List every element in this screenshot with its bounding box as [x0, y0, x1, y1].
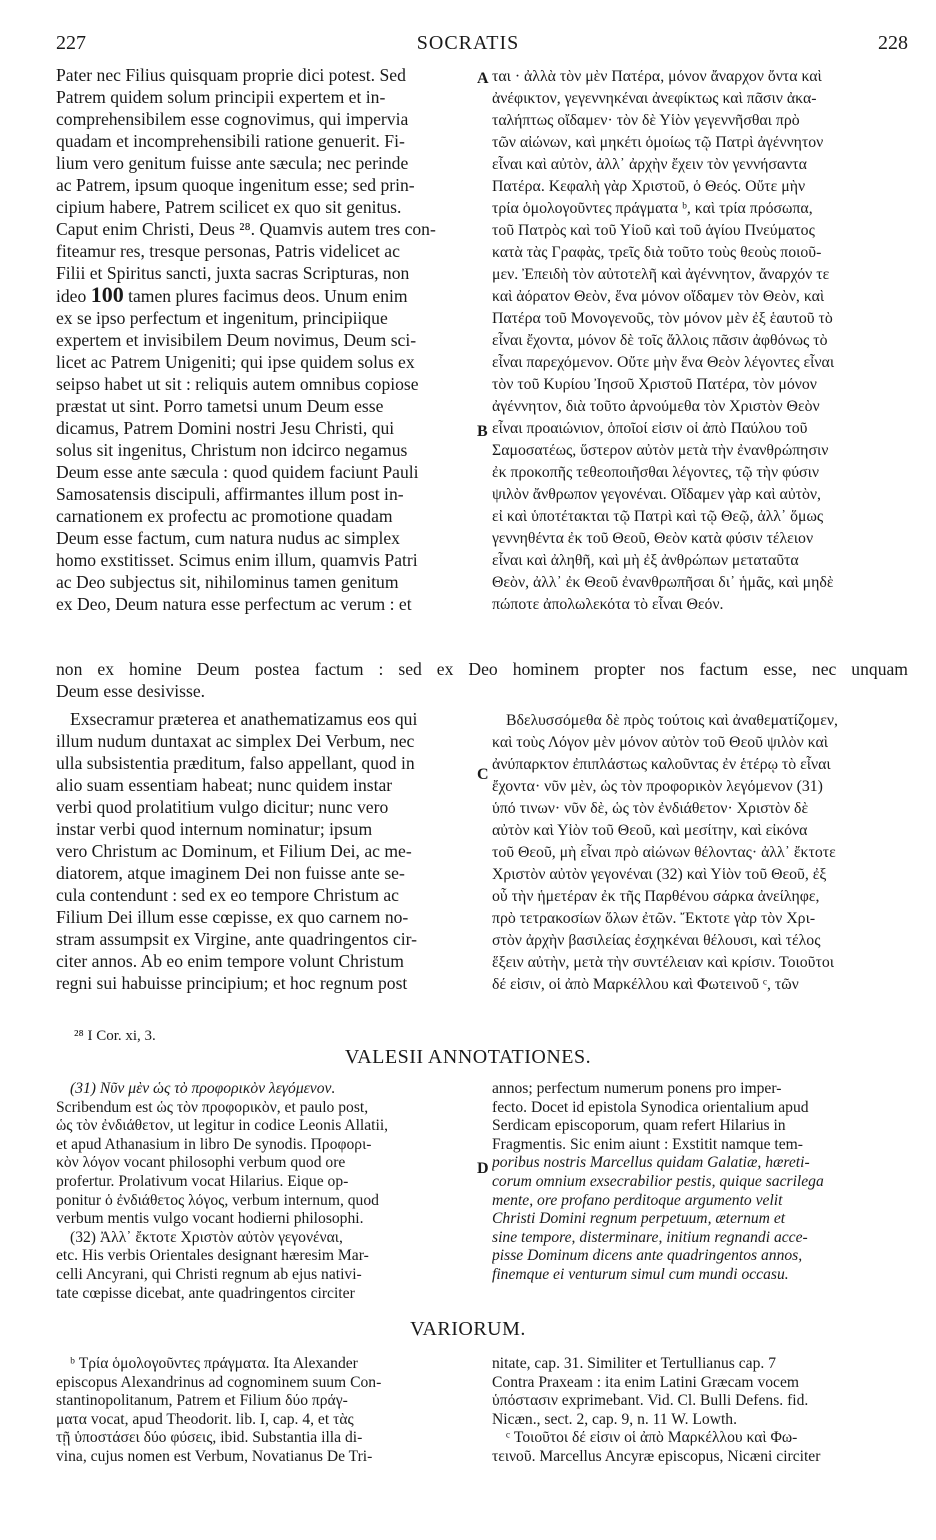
note-line: stantinopolitanum, Patrem et Filium δύο πράγ- [56, 1392, 348, 1410]
text-line: instar verbi quod internum nominatur; ipsum [56, 819, 373, 839]
note-line: et apud Athanasium in libro De synodis. Προφορι- [56, 1135, 372, 1153]
text-line: ulla subsistentia præditum, falso appellant, quod in [56, 753, 415, 773]
note-line: profertur. Prolativum vocat Hilarius. Eique op- [56, 1172, 349, 1190]
text-line: ἐκ προκοπῆς τεθεοποιῆσθαι λέγοντες, τῷ τὴν φύσιν [492, 464, 819, 481]
text-line: stram assumpsit ex Virgine, ante quadringentos cir- [56, 929, 417, 949]
note-line: Serdicam episcoporum, quam refert Hilarius in [492, 1117, 786, 1135]
text-line: ται · ἀλλὰ τὸν μὲν Πατέρα, μόνον ἄναρχον ὄντα καὶ [492, 68, 822, 85]
text-line: δέ εἰσιν, οἱ ἀπὸ Μαρκέλλου καὶ Φωτεινοῦ ᶜ, τῶν [492, 976, 799, 993]
latin-column-second [56, 708, 470, 994]
text-line [56, 284, 470, 307]
valesii-left-column [56, 1080, 468, 1303]
text-line: comprehensibilem esse cognovimus, qui impervia [56, 109, 409, 129]
margin-letter-c: C [477, 766, 489, 783]
text-line: τοῦ Πατρὸς καὶ τοῦ Υἱοῦ καὶ τοῦ ἁγίου Πνεύματος [492, 222, 815, 239]
note-line: mente, ore profano perditoque argumento velit [492, 1191, 783, 1209]
text-line: τὸν τοῦ Κυρίου Ἰησοῦ Χριστοῦ Πατέρα, τὸν μόνον [492, 376, 817, 393]
note-line: ὑπόστασιν exprimebant. Vid. Cl. Bulli Defens. fid. [492, 1392, 809, 1410]
note-line: ματα vocat, apud Theodorit. lib. I, cap. 4, et τὰς [56, 1410, 354, 1428]
text-line: αὐτὸν καὶ Υἱὸν τοῦ Θεοῦ, καὶ μεσίτην, καὶ εἰκόνα [492, 822, 808, 839]
text-line: εἶναι προαιώνιον, ὁποῖοί εἰσιν οἱ ἀπὸ Παύλου τοῦ [492, 420, 808, 437]
note-line: κὸν λόγον vocant philosophi verbum quod ore [56, 1154, 346, 1172]
note-line: ponitur ὁ ἐνδιάθετος λόγος, verbum internum, quod [56, 1191, 379, 1209]
text-line: ac Patrem, ipsum quoque ingenitum esse; sed prin- [56, 175, 415, 195]
greek-column-second [492, 710, 908, 996]
text-line: dicamus, Patrem Domini nostri Jesu Christi, qui [56, 418, 395, 438]
section-title-variorum: VARIORUM. [410, 1318, 526, 1340]
text-line: alio suam essentiam habeat; nunc quidem instar [56, 775, 393, 795]
text-line: illum nudum duntaxat ac simplex Dei Verbum, nec [56, 731, 415, 751]
text-line: Deum esse factum, cum natura nudus ac simplex [56, 528, 400, 548]
text-line: εἶναι καὶ ἀληθῆ, καὶ μὴ ἐξ ἀνθρώπων μεταταῦτα [492, 552, 799, 569]
text-line: ἀνύπαρκτον ἐπιπλάστως καλοῦντας ἐν ἑτέρῳ τὸ εἶναι [492, 756, 831, 773]
text-line: στὸν ἀρχὴν βασιλείας ἐσχηκέναι θέλουσι, καὶ τέλος [492, 932, 821, 949]
text-line: expertem et invisibilem Deum novimus, Deum sci- [56, 330, 417, 350]
text-line: Filium Dei illum esse cœpisse, ex quo carnem no- [56, 907, 409, 927]
text-line: Caput enim Christi, Deus ²⁸. Quamvis autem tres con- [56, 219, 436, 239]
text-line: μεν. Ἐπειδὴ τὸν αὐτοτελῆ καὶ ἀγέννητον, ἄναρχόν τε [492, 266, 830, 283]
text-line: fiteamur res, tresque personas, Patris videlicet ac [56, 241, 400, 261]
column-number: 100 [90, 284, 124, 307]
note-line: annos; perfectum numerum ponens pro imper- [492, 1080, 782, 1097]
text-line: ταλήπτως οἴδαμεν· τὸν δὲ Υἱὸν γεγεννῆσθαι πρὸ [492, 112, 800, 129]
text-line: καὶ τοὺς Λόγον μὲν μόνον αὐτὸν τοῦ Θεοῦ ψιλὸν καὶ [492, 734, 829, 751]
note-line: (32) Ἀλλ᾽ ἔκτοτε Χριστὸν αὐτὸν γεγονέναι, [70, 1228, 343, 1246]
note-line: episcopus Alexandrinus ad cognominem suum Con- [56, 1373, 382, 1391]
text-line: diatorem, atque imaginem Dei non fuisse ante se- [56, 863, 405, 883]
note-line: sine tempore, disterminare, initium regnandi acce- [492, 1228, 808, 1246]
text-line: licet ac Patrem Unigeniti; qui ipse quidem solus ex [56, 352, 415, 372]
note-line: tate cœpisse dicebat, ante quadringentos circiter [56, 1284, 355, 1302]
valesii-right-column [492, 1080, 908, 1285]
text-line: τοῦ Θεοῦ, μὴ εἶναι πρὸ αἰώνων θέλοντας· ἀλλ᾽ ἔκτοτε [492, 844, 836, 861]
text-fragment: ideo [56, 286, 87, 306]
text-line: Deum esse ante sæcula : quod quidem faciunt Pauli [56, 462, 419, 482]
text-line: εἶναι ἔχοντα, μόνον δὲ τοῖς ἄλλοις πᾶσιν ἀφθόνως τὸ [492, 332, 828, 349]
margin-letter-d: D [477, 1160, 489, 1177]
note-line: vina, cujus nomen est Verbum, Novatianus De Tri- [56, 1447, 373, 1465]
section-title-valesii: VALESII ANNOTATIONES. [344, 1046, 592, 1068]
note-line: finemque ei venturum simul cum mundi occasu. [492, 1265, 789, 1283]
text-line: Βδελυσσόμεθα δὲ πρὸς τούτοις καὶ ἀναθεματίζομεν, [506, 712, 838, 729]
text-line: Patrem quidem solum principii expertem et in- [56, 87, 386, 107]
text-line: τρία ὁμολογοῦντες πράγματα ᵇ, καὶ τρία πρόσωπα, [492, 200, 813, 217]
text-line: ἀνέφικτον, γεγεννηκέναι ἀνεφίκτως καὶ πᾶσιν ἀκα- [492, 90, 817, 107]
margin-letter-b: B [477, 423, 488, 440]
note-line: Scribendum est ὡς τὸν προφορικὸν, et paulo post, [56, 1098, 369, 1116]
text-line: ac Deo subjectus sit, nihilominus tamen genitum [56, 572, 399, 592]
text-line: ἕξειν αὐτὴν, μετὰ τὴν συντέλειαν καὶ κρίσιν. Τοιοῦτοι [492, 954, 834, 971]
text-line: verbi quod prolatitium vulgo dicitur; nunc vero [56, 797, 389, 817]
margin-letter-a: A [477, 70, 489, 87]
text-line: Χριστὸν αὐτὸν γεγονέναι (32) καὶ Υἱὸν τοῦ Θεοῦ, ἐξ [492, 866, 827, 883]
note-line: Christi Domini regnum perpetuum, æternum et [492, 1210, 786, 1228]
text-line: κατὰ τὰς Γραφὰς, τρεῖς διὰ τοῦτο τοὺς θεοὺς ποιοῦ- [492, 244, 822, 261]
text-line: ex Deo, Deum natura esse perfectum ac verum : et [56, 594, 412, 614]
note-line: poribus nostris Marcellus quidam Galatiæ, hæreti- [492, 1154, 810, 1172]
note-line: Fragmentis. Sic enim aiunt : Exstitit namque tem- [492, 1135, 803, 1153]
note-line: τεινοῦ. Marcellus Ancyræ episcopus, Nicæni circiter [492, 1447, 821, 1465]
footnote: ²⁸ I Cor. xi, 3. [74, 1028, 156, 1044]
text-line: Σαμοσατέως, ὕστερον αὐτὸν μετὰ τὴν ἐνανθρώπησιν [492, 442, 829, 459]
text-line: εἶναι παρεχόμενον. Οὔτε μὴν ἕνα Θεὸν λέγοντες εἶναι [492, 354, 835, 371]
text-line: εἶναι καὶ αὐτὸν, ἀλλ᾽ ἀρχὴν ἔχειν τὸν γεννήσαντα [492, 156, 807, 173]
text-line: ex se ipso perfectum et ingenitum, principiique [56, 308, 388, 328]
text-line: πρὸ τετρακοσίων ὅλων ἐτῶν. Ἔκτοτε γὰρ τὸν Χρι- [492, 910, 816, 927]
text-line: seipso habet ut sit : reliquis autem omnibus copiose [56, 374, 419, 394]
note-line: τῇ ὑποστάσει δύο φύσεις, ibid. Substantia illa di- [56, 1429, 363, 1447]
note-line: corum omnium exsecrabilior pestis, quique sacrilega [492, 1172, 824, 1190]
text-line: Πατέρα. Κεφαλὴ γὰρ Χριστοῦ, ὁ Θεός. Οὔτε μὴν [492, 178, 806, 195]
note-line: Nicæn., sect. 2, cap. 9, n. 11 W. Lowth. [492, 1410, 737, 1428]
note-line: nitate, cap. 31. Similiter et Tertullianus cap. 7 [492, 1355, 776, 1372]
text-line: Πατέρα τοῦ Μονογενοῦς, τὸν μόνον μὲν ἐξ ἑαυτοῦ τὸ [492, 310, 833, 327]
page-number-left: 227 [56, 32, 86, 54]
text-line: vero Christum ac Dominum, et Filium Dei, ac me- [56, 841, 412, 861]
note-line: ὡς τὸν ἐνδιάθετον, ut legitur in codice Leonis Allatii, [56, 1117, 389, 1135]
text-line: cipium habere, Patrem scilicet ex quo sit genitus. [56, 197, 402, 217]
text-fragment: tamen plures facimus deos. Unum enim [128, 286, 408, 306]
text-line: ἀγέννητον, διὰ τοῦτο ἀρνούμεθα τὸν Χριστὸν Θεὸν [492, 398, 820, 415]
text-line: καὶ ἀόρατον Θεὸν, ἕνα μόνον οἴδαμεν τὸν Θεὸν, καὶ [492, 288, 825, 305]
text-line: ἔχοντα· νῦν μὲν, ὡς τὸν προφορικὸν λεγόμενον (31) [492, 778, 823, 795]
text-line: homo exstitisset. Scimus enim illum, quamvis Patri [56, 550, 418, 570]
note-line: pisse Dominum dicens ante quadringentos annos, [492, 1247, 803, 1265]
text-line: γεννηθέντα ἐκ τοῦ Θεοῦ, Θεὸν κατὰ φύσιν τέλειον [492, 530, 814, 547]
variorum-left-column [56, 1355, 468, 1467]
text-line: quadam et incomprehensibili ratione genuerit. Fi- [56, 131, 405, 151]
text-line: Samosatensis discipuli, affirmantes illum post in- [56, 484, 404, 504]
note-line: verbum mentis vulgo vocant hodierni philosophi. [56, 1210, 364, 1228]
running-title: SOCRATIS [416, 32, 520, 54]
latin-column-top [56, 64, 470, 615]
note-line: (31) Νῦν μὲν ὡς τὸ προφορικὸν λεγόμενον. [70, 1080, 336, 1097]
note-line: ᶜ Τοιοῦτοι δέ εἰσιν οἱ ἀπὸ Μαρκέλλου καὶ Φω- [506, 1429, 798, 1447]
text-line: cula contendunt : sed ex eo tempore Christum ac [56, 885, 399, 905]
text-line: carnationem ex profectu ac promotione quadam [56, 506, 393, 526]
text-line: lium vero genitum fuisse ante sæcula; nec perinde [56, 153, 409, 173]
text-line: Pater nec Filius quisquam proprie dici potest. Sed [56, 65, 406, 85]
greek-column-top [492, 66, 908, 616]
text-line: ψιλὸν ἄνθρωπον γεγονέναι. Οἴδαμεν γὰρ καὶ αὐτὸν, [492, 486, 821, 503]
text-line: Filii et Spiritus sancti, juxta sacras Scripturas, non [56, 263, 410, 283]
text-line: Exsecramur præterea et anathematizamus eos qui [70, 709, 418, 729]
latin-end-line: Deum esse desivisse. [56, 681, 206, 701]
full-width-line: non ex homine Deum postea factum : sed ex Deo hominem propter nos factum esse, nec unquam [56, 659, 908, 679]
text-line: citer annos. Ab eo enim tempore volunt Christum [56, 951, 404, 971]
text-line: οὗ τὴν ἡμετέραν ἐκ τῆς Παρθένου σάρκα ἀνείληφε, [492, 888, 820, 905]
text-line: Θεὸν, ἀλλ᾽ ἐκ Θεοῦ ἐνανθρωπῆσαι δι᾽ ἡμᾶς, καὶ μηδὲ [492, 574, 834, 591]
text-line: regni sui habuisse principium; et hoc regnum post [56, 973, 408, 993]
text-line: præstat ut sint. Porro tametsi unum Deum esse [56, 396, 384, 416]
note-line: celli Ancyrani, qui Christi regnum ab ejus nativi- [56, 1265, 362, 1283]
text-line: solus sit ingenitus, Christum non idcirco negamus [56, 440, 408, 460]
text-line: πώποτε ἀπολωλεκότα τὸ εἶναι Θεόν. [492, 596, 724, 613]
note-line: etc. His verbis Orientales designant hæresim Mar- [56, 1247, 369, 1265]
text-line: εἰ καὶ ὑποτέτακται τῷ Πατρὶ καὶ τῷ Θεῷ, ἀλλ᾽ ὅμως [492, 508, 824, 525]
text-line: ὑπό τινων· νῦν δὲ, ὡς τὸν ἐνδιάθετον· Χριστὸν δὲ [492, 800, 809, 817]
variorum-right-column [492, 1355, 908, 1467]
note-line: ᵇ Τρία ὁμολογοῦντες πράγματα. Ita Alexander [70, 1355, 358, 1372]
page-number-right: 228 [878, 32, 908, 54]
text-line: τῶν αἰώνων, καὶ μηκέτι ὁμοίως τῷ Πατρὶ ἀγέννητον [492, 134, 824, 151]
note-line: fecto. Docet id epistola Synodica orientalium apud [492, 1098, 809, 1116]
note-line: Contra Praxeam : ita enim Latini Græcam vocem [492, 1373, 800, 1391]
